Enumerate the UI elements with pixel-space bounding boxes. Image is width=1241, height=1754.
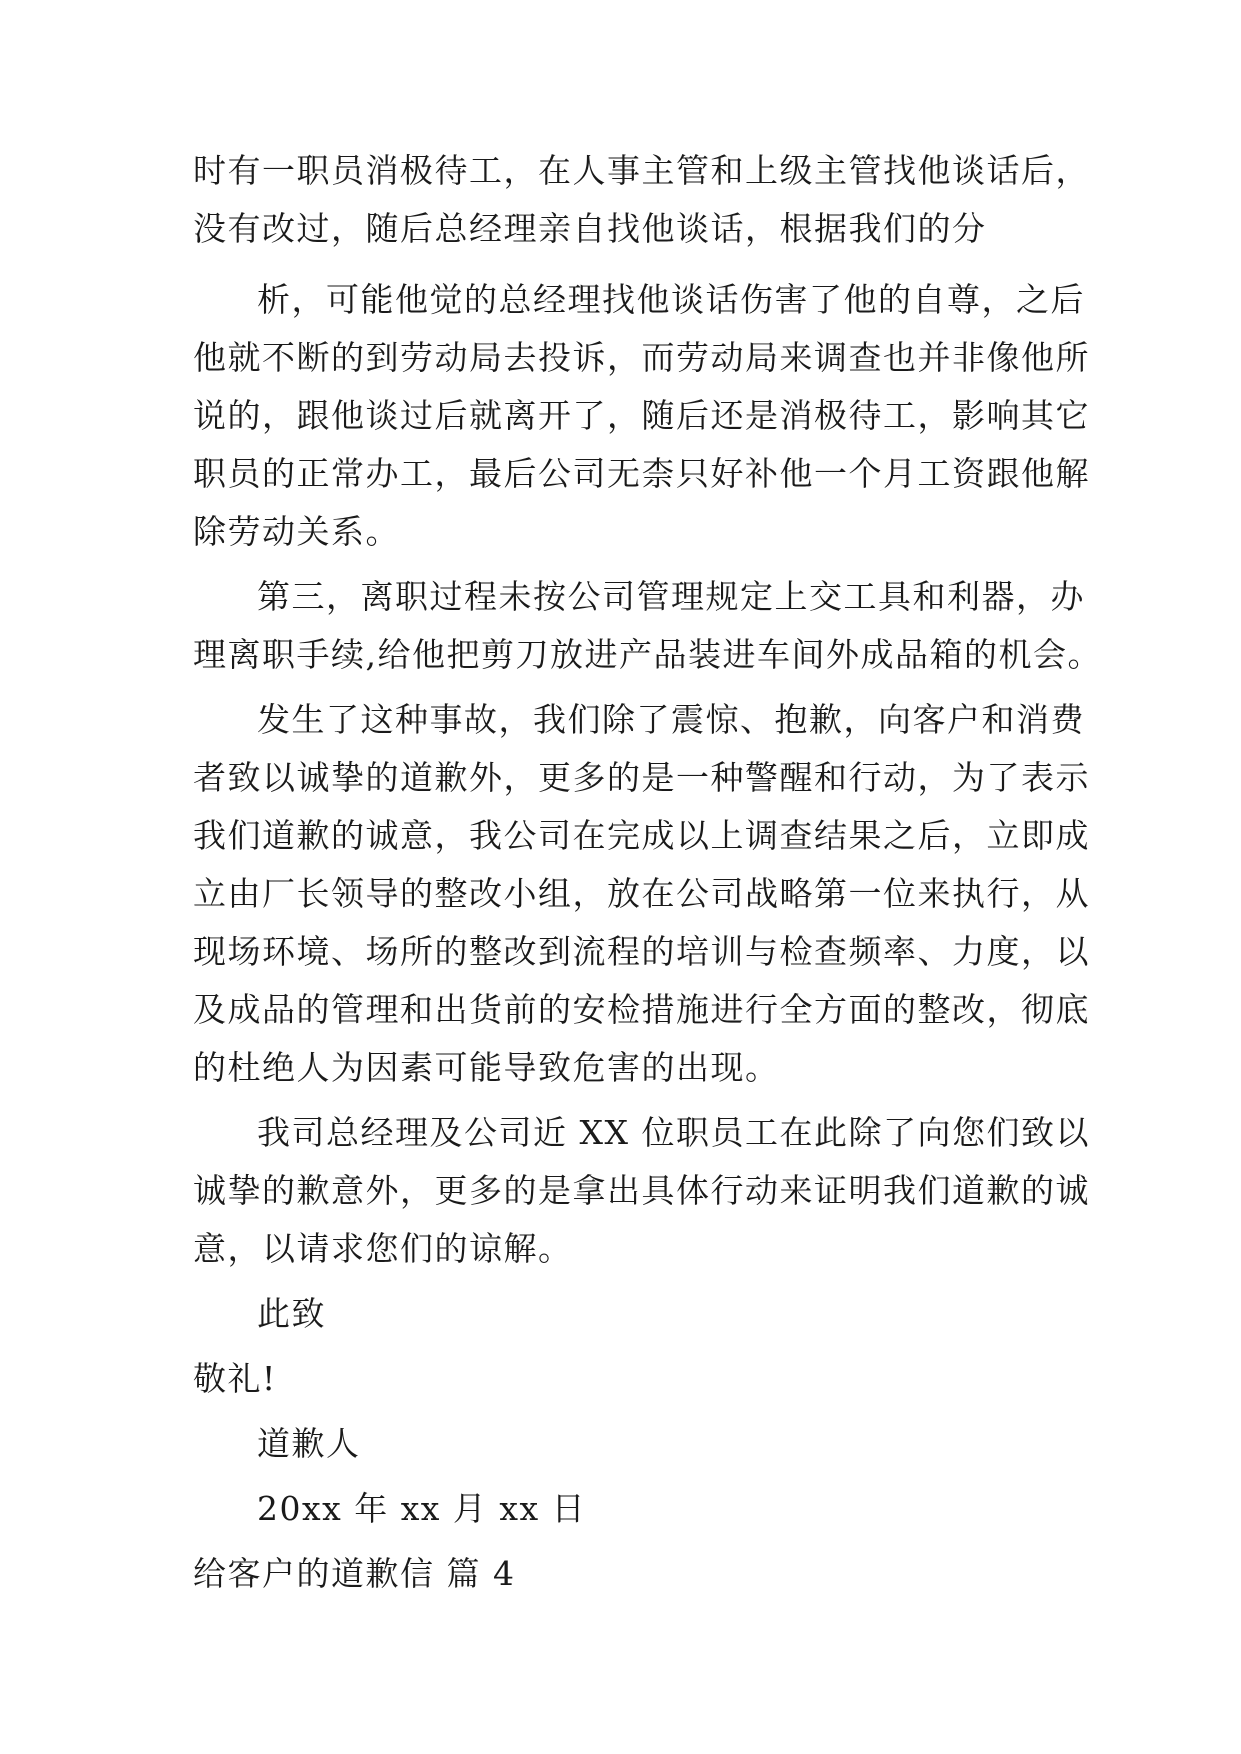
text-line: 我们道歉的诚意，我公司在完成以上调查结果之后，立即成 [193, 816, 1090, 855]
text-line: 者致以诚挚的道歉外，更多的是一种警醒和行动，为了表示 [193, 758, 1090, 797]
text-line: 立由厂长领导的整改小组，放在公司战略第一位来执行，从 [193, 874, 1090, 913]
text-line: 发生了这种事故，我们除了震惊、抱歉，向客户和消费 [257, 700, 1085, 739]
text-line: 析，可能他觉的总经理找他谈话伤害了他的自尊，之后 [257, 280, 1085, 319]
text-line: 他就不断的到劳动局去投诉，而劳动局来调查也并非像他所 [193, 338, 1090, 377]
text-line: 职员的正常办工，最后公司无柰只好补他一个月工资跟他解 [193, 454, 1090, 493]
text-line: 现场环境、场所的整改到流程的培训与检查频率、力度，以 [193, 932, 1090, 971]
text-line: 除劳动关系。 [193, 512, 400, 551]
text-line: 的杜绝人为因素可能导致危害的出现。 [193, 1048, 780, 1087]
text-line: 诚挚的歉意外，更多的是拿出具体行动来证明我们道歉的诚 [193, 1171, 1090, 1210]
closing-phrase: 此致 [257, 1294, 326, 1333]
text-line: 第三，离职过程未按公司管理规定上交工具和利器，办 [257, 577, 1085, 616]
text-line: 时有一职员消极待工，在人事主管和上级主管找他谈话后， [193, 151, 1090, 190]
text-line: 没有改过，随后总经理亲自找他谈话，根据我们的分 [193, 209, 987, 248]
text-line: 及成品的管理和出货前的安检措施进行全方面的整改，彻底 [193, 990, 1090, 1029]
text-line: 说的，跟他谈过后就离开了，随后还是消极待工，影响其它 [193, 396, 1090, 435]
text-line: 理离职手续,给他把剪刀放进产品装进车间外成品箱的机会。 [193, 635, 1102, 674]
text-line: 意，以请求您们的谅解。 [193, 1229, 573, 1268]
section-heading: 给客户的道歉信 篇 4 [193, 1554, 516, 1593]
signature-label: 道歉人 [257, 1424, 361, 1463]
date-line: 20xx 年 xx 月 xx 日 [257, 1489, 587, 1528]
salutation: 敬礼! [193, 1359, 277, 1398]
text-line: 我司总经理及公司近 XX 位职员工在此除了向您们致以 [257, 1113, 1090, 1152]
